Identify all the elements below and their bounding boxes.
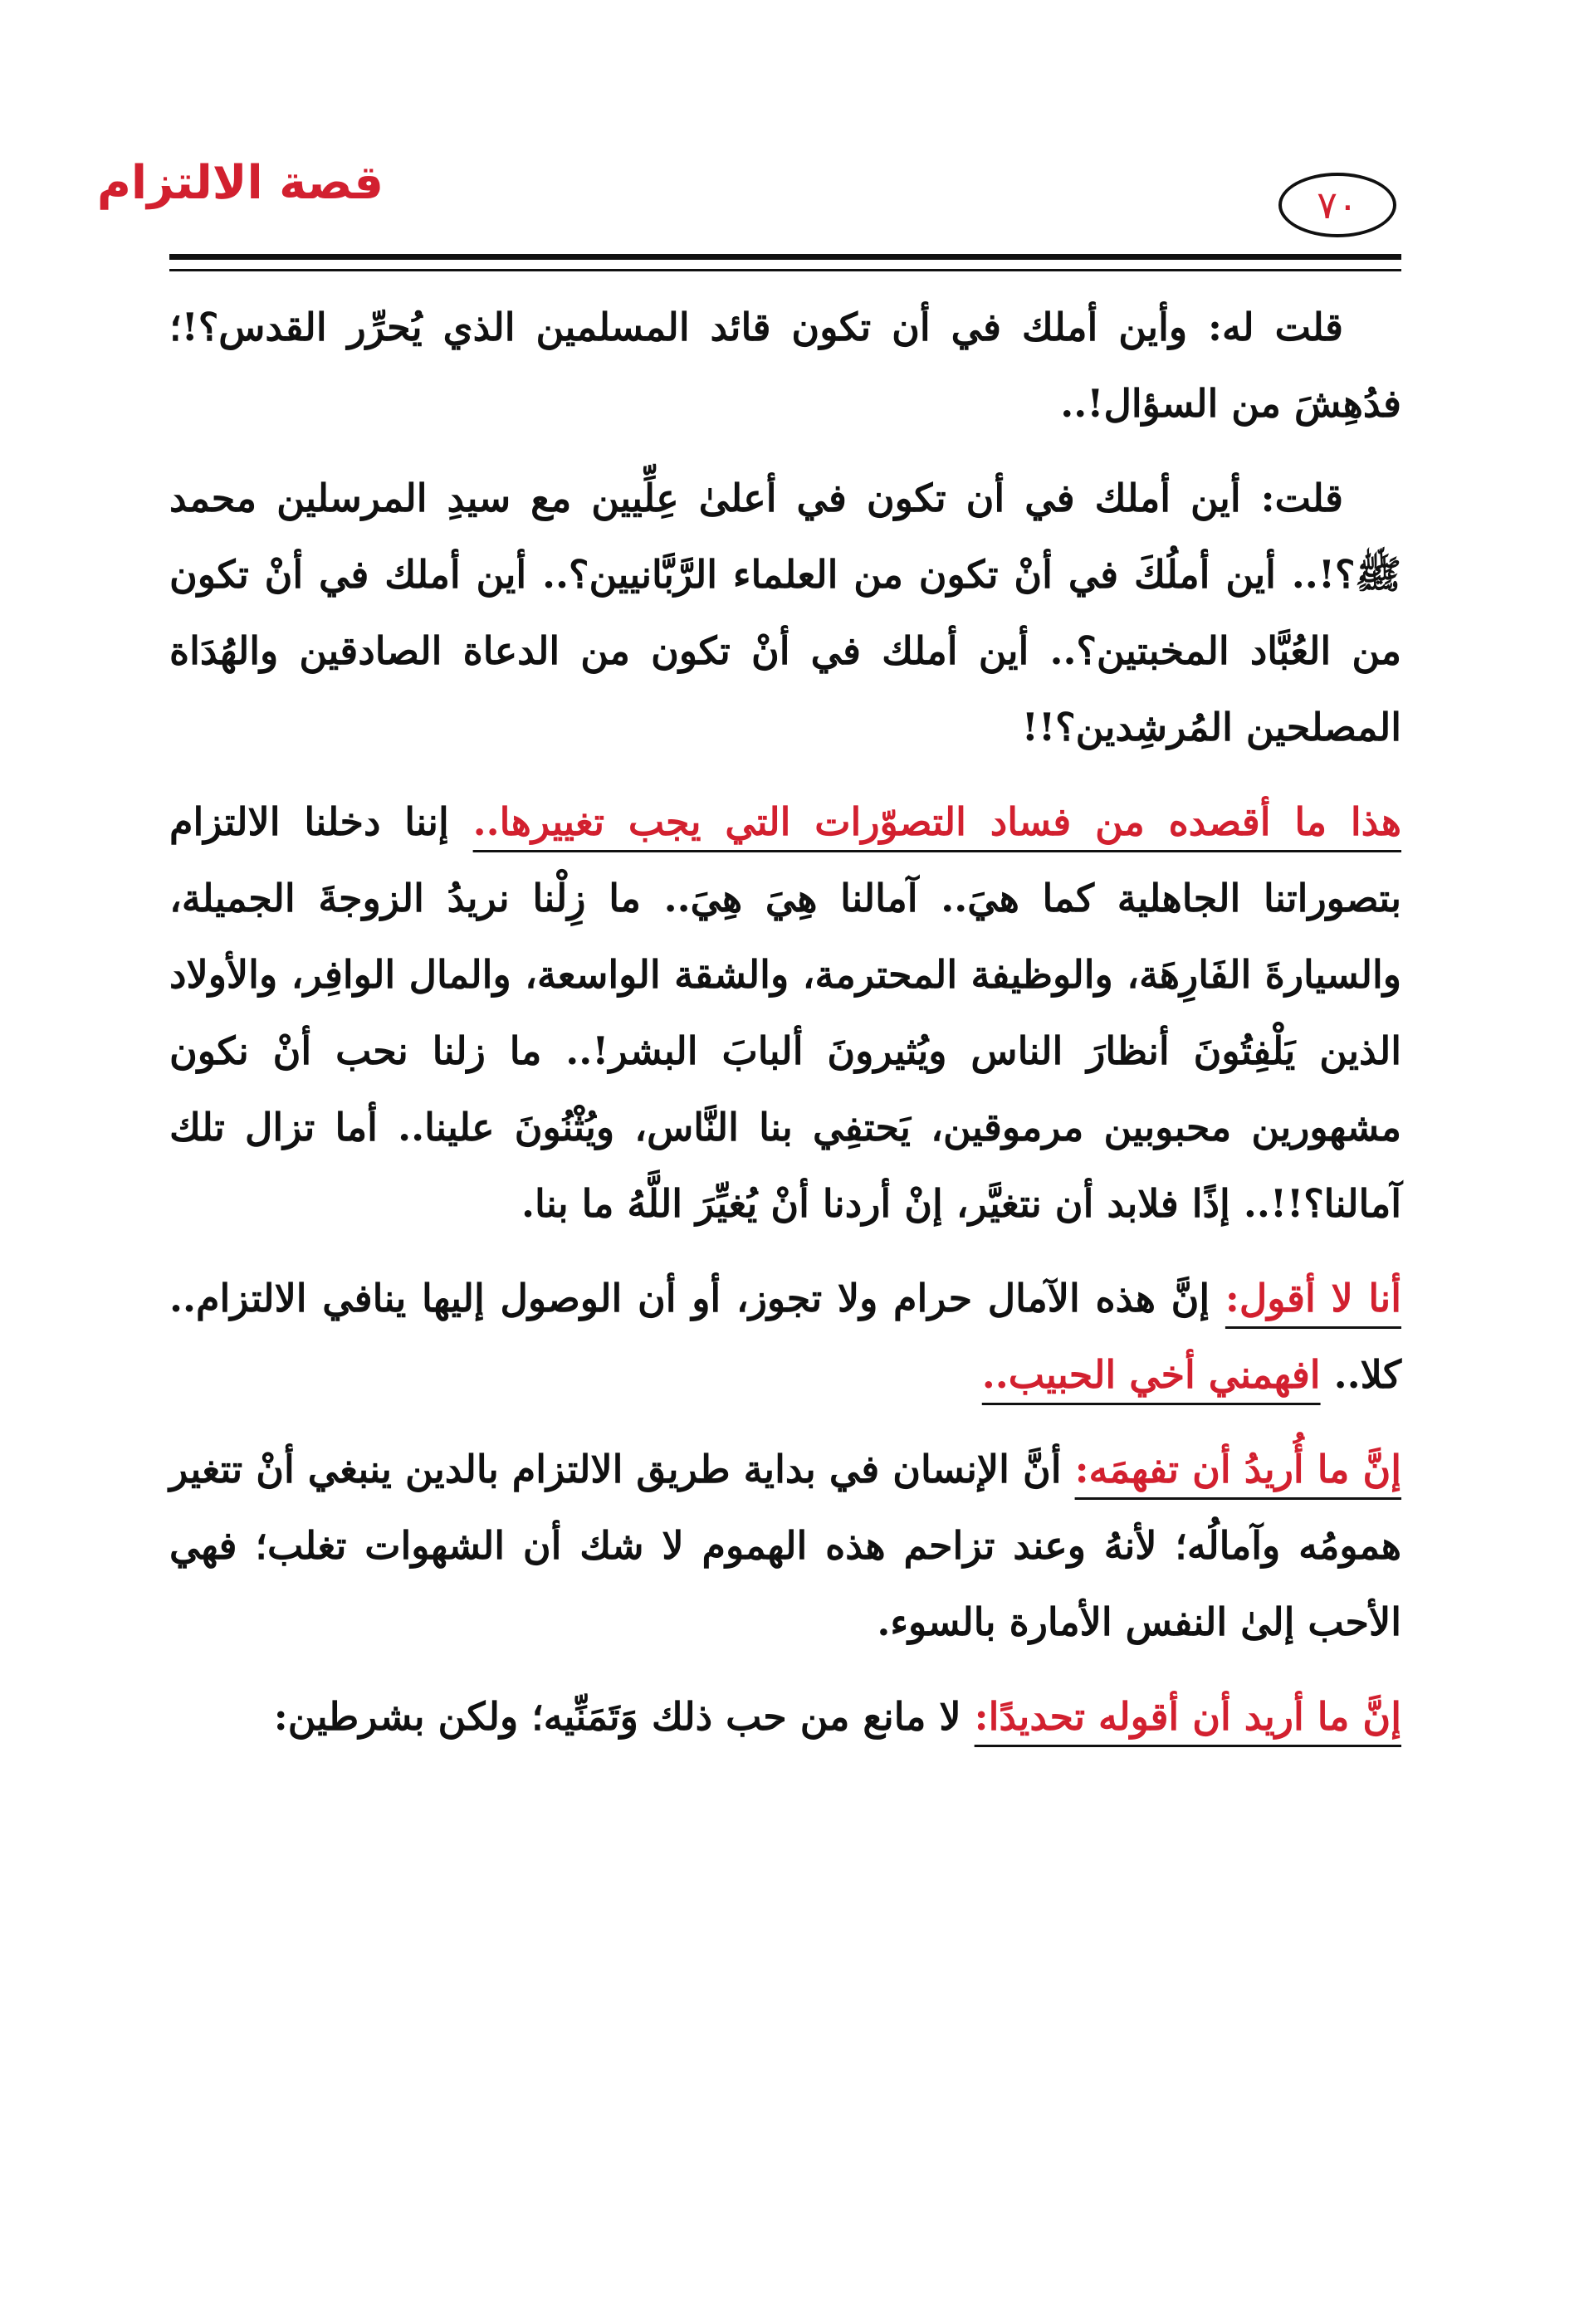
paragraph-3-text: إننا دخلنا الالتزام بتصوراتنا الجاهلية كما هيَ.. آمالنا هِيَ هِيَ.. ما زِلْنا نريدُ الزوجةَ الجميلة، والسيارةَ الفَارِهَة، والوظيفة المحترمة، والشقة الواسعة، والمال الوافِر، والأولاد الذين يَلْفِتُونَ أنظارَ الناس ويُثيرونَ ألبابَ البشر!.. ما زلنا نحب أنْ نكون مشهورين محبوبين مرموقين، يَحتفِي بنا النَّاس، ويُثْنُونَ علينا.. أما تزال تلك آمالنا؟!!.. إذًا فلابد أن نتغيَّر، إنْ أردنا أنْ يُغيِّرَ اللَّهُ ما بنا. [169, 799, 1401, 1226]
paragraph-6-text: لا مانع من حب ذلك وَتَمَنِّيه؛ ولكن بشرطين: [273, 1694, 961, 1739]
header-rule-thick [169, 254, 1401, 260]
page-number-badge [1278, 173, 1396, 237]
paragraph-5-text: أنَّ الإنسان في بداية طريق الالتزام بالدين ينبغي أنْ تتغير همومُه وآمالُه؛ لأنهُ وعند تزاحم هذه الهموم لا شك أن الشهوات تغلب؛ فهي الأحب إلىٰ النفس الأمارة بالسوء. [169, 1447, 1401, 1644]
paragraph-4-lead: أنا لا أقول: [1225, 1276, 1401, 1321]
paragraph-2 [169, 460, 1401, 765]
paragraph-1-text: قلت له: وأين أملك في أن تكون قائد المسلمين الذي يُحرِّر القدس؟!؛ فدُهِشَ من السؤال!.. [169, 305, 1401, 426]
paragraph-4-text: إنَّ هذه الآمال حرام ولا تجوز، أو أن الوصول إليها ينافي الالتزام.. كلا.. [169, 1276, 1401, 1397]
paragraph-3-lead: هذا ما أقصده من فساد التصوّرات التي يجب تغييرها.. [472, 799, 1402, 844]
paragraph-5 [169, 1431, 1401, 1660]
paragraph-2-text: قلت: أين أملك في أن تكون في أعلىٰ عِلِّيين مع سيدِ المرسلين محمد ﷺ؟!.. أين أملُكَ في أنْ تكون من العلماء الرَّبَّانيين؟.. أين أملك في أنْ تكون من العُبَّاد المخبتين؟.. أين أملك في أنْ تكون من الدعاة الصادقين والهُدَاة المصلحين المُرشِدين؟!! [169, 476, 1401, 749]
paragraph-3 [169, 784, 1401, 1242]
paragraph-6-lead: إنَّ ما أريد أن أقوله تحديدًا: [974, 1694, 1401, 1739]
paragraph-4-tail: افهمني أخي الحبيب.. [981, 1352, 1321, 1397]
paragraph-5-lead: إنَّ ما أُريدُ أن تفهمَه: [1074, 1447, 1402, 1492]
page-body [169, 289, 1401, 2198]
book-title: قصة الالتزام [96, 156, 384, 210]
paragraph-1 [169, 289, 1401, 442]
page-number: ٧٠ [1317, 183, 1358, 227]
paragraph-4 [169, 1260, 1401, 1413]
header-rule-thin [169, 269, 1401, 271]
page-header [0, 0, 1579, 274]
paragraph-6 [169, 1678, 1401, 1755]
